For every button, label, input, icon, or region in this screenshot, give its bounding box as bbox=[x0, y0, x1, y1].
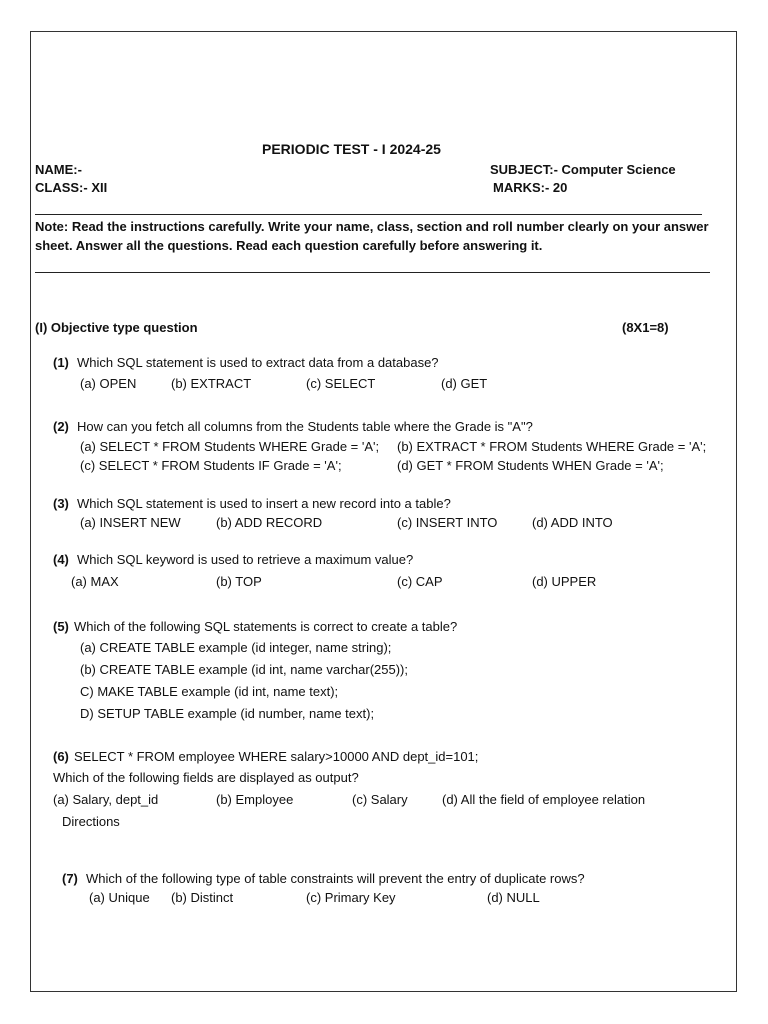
q2-text: How can you fetch all columns from the Students table where the Grade is "A"? bbox=[77, 419, 533, 434]
q2-option-d: (d) GET * FROM Students WHEN Grade = 'A'; bbox=[397, 458, 664, 473]
q7-option-d: (d) NULL bbox=[487, 890, 540, 905]
q1-option-a: (a) OPEN bbox=[80, 376, 137, 391]
q2-option-b: (b) EXTRACT * FROM Students WHERE Grade = 'A'; bbox=[397, 439, 707, 454]
q4-option-a: (a) MAX bbox=[71, 574, 119, 589]
q3-number: (3) bbox=[53, 496, 69, 511]
q3-option-c: (c) INSERT INTO bbox=[397, 515, 498, 530]
q5-option-b: (b) CREATE TABLE example (id int, name varchar(255)); bbox=[80, 662, 409, 677]
q6-directions: Directions bbox=[62, 814, 120, 829]
q1-option-d: (d) GET bbox=[441, 376, 488, 391]
q1-number: (1) bbox=[53, 355, 69, 370]
q6-option-a: (a) Salary, dept_id bbox=[53, 792, 159, 807]
q2-number: (2) bbox=[53, 419, 69, 434]
q7-option-a: (a) Unique bbox=[89, 890, 150, 905]
test-title: PERIODIC TEST - I 2024-25 bbox=[262, 141, 441, 157]
q7-option-b: (b) Distinct bbox=[171, 890, 234, 905]
q4-option-b: (b) TOP bbox=[216, 574, 262, 589]
marks-label: MARKS:- 20 bbox=[493, 180, 568, 195]
q3-option-a: (a) INSERT NEW bbox=[80, 515, 181, 530]
q7-text: Which of the following type of table constraints will prevent the entry of duplicate rows? bbox=[86, 871, 585, 886]
q2-option-c: (c) SELECT * FROM Students IF Grade = 'A'; bbox=[80, 458, 342, 473]
q6-number: (6) bbox=[53, 749, 69, 764]
note-line-2: sheet. Answer all the questions. Read each question carefully before answering it. bbox=[35, 238, 543, 253]
q7-number: (7) bbox=[62, 871, 78, 886]
q4-number: (4) bbox=[53, 552, 69, 567]
q6-option-d: (d) All the field of employee relation bbox=[442, 792, 646, 807]
q3-option-d: (d) ADD INTO bbox=[532, 515, 613, 530]
q6-option-c: (c) Salary bbox=[352, 792, 408, 807]
q3-text: Which SQL statement is used to insert a new record into a table? bbox=[77, 496, 451, 511]
q6-text-2: Which of the following fields are displayed as output? bbox=[53, 770, 359, 785]
q4-option-d: (d) UPPER bbox=[532, 574, 597, 589]
q2-option-a: (a) SELECT * FROM Students WHERE Grade = 'A'; bbox=[80, 439, 380, 454]
q5-text: Which of the following SQL statements is correct to create a table? bbox=[74, 619, 458, 634]
subject-label: SUBJECT:- Computer Science bbox=[490, 162, 676, 177]
q5-option-a: (a) CREATE TABLE example (id integer, name string); bbox=[80, 640, 392, 655]
q4-text: Which SQL keyword is used to retrieve a maximum value? bbox=[77, 552, 414, 567]
note-line-1: Note: Read the instructions carefully. Write your name, class, section and roll number clearly on your answer bbox=[35, 219, 709, 234]
q5-option-d: D) SETUP TABLE example (id number, name text); bbox=[80, 706, 375, 721]
q1-text: Which SQL statement is used to extract data from a database? bbox=[77, 355, 439, 370]
q3-option-b: (b) ADD RECORD bbox=[216, 515, 323, 530]
class-label: CLASS:- XII bbox=[35, 180, 108, 195]
divider-top bbox=[35, 214, 702, 215]
name-label: NAME:- bbox=[35, 162, 82, 177]
section-marks: (8X1=8) bbox=[622, 320, 669, 335]
q1-option-b: (b) EXTRACT bbox=[171, 376, 252, 391]
divider-bottom bbox=[35, 272, 710, 273]
section-title: (I) Objective type question bbox=[35, 320, 198, 335]
q7-option-c: (c) Primary Key bbox=[306, 890, 396, 905]
q6-option-b: (b) Employee bbox=[216, 792, 294, 807]
q6-text: SELECT * FROM employee WHERE salary>10000 AND dept_id=101; bbox=[74, 749, 479, 764]
q1-option-c: (c) SELECT bbox=[306, 376, 376, 391]
q5-number: (5) bbox=[53, 619, 69, 634]
q5-option-c: C) MAKE TABLE example (id int, name text); bbox=[80, 684, 339, 699]
q4-option-c: (c) CAP bbox=[397, 574, 443, 589]
